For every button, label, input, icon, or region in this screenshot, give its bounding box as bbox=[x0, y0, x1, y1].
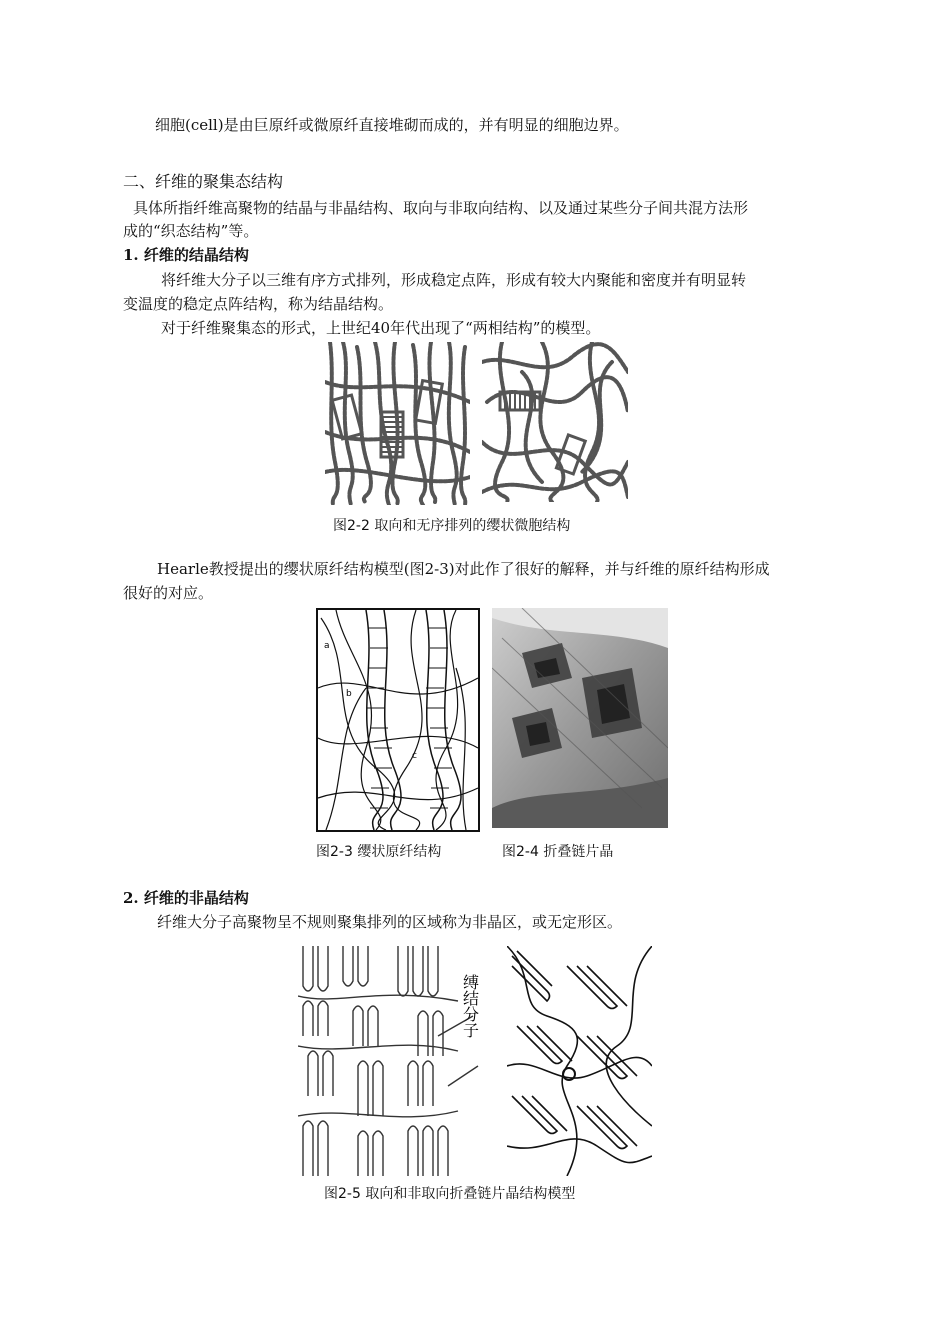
fibril-marker-c: c bbox=[412, 751, 417, 761]
intro-line-2: 成的“织态结构”等。 bbox=[123, 222, 259, 240]
subheading-amorphous: 2. 纤维的非晶结构 bbox=[123, 889, 249, 907]
non-oriented-folded-chain-model bbox=[507, 946, 652, 1176]
intro-line-1: 具体所指纤维高聚物的结晶与非晶结构、取向与非取向结构、以及通过某些分子间共混方法形 bbox=[133, 199, 749, 217]
hearle-line-2: 很好的对应。 bbox=[123, 584, 214, 602]
fringed-micelle-oriented-figure bbox=[325, 342, 470, 505]
figure-caption-2-3: 图2-3 缨状原纤结构 bbox=[316, 844, 442, 860]
crystal-line-1: 将纤维大分子以三维有序方式排列，形成稳定点阵，形成有较大内聚能和密度并有明显转 bbox=[161, 271, 747, 289]
figure-caption-2-4: 图2-4 折叠链片晶 bbox=[502, 844, 614, 860]
crystal-line-2: 变温度的稳定点阵结构，称为结晶结构。 bbox=[123, 295, 394, 313]
section-heading: 二、纤维的聚集态结构 bbox=[123, 172, 284, 191]
fibril-marker-a: a bbox=[324, 641, 330, 651]
tie-molecule-label: 缚结分子 bbox=[460, 974, 480, 1038]
oriented-folded-chain-model bbox=[298, 946, 498, 1176]
figure-caption-2-5: 图2-5 取向和非取向折叠链片晶结构模型 bbox=[324, 1186, 576, 1202]
fringed-micelle-random-figure bbox=[482, 342, 628, 502]
paragraph-cell: 细胞(cell)是由巨原纤或微原纤直接堆砌而成的，并有明显的细胞边界。 bbox=[155, 116, 629, 134]
hearle-line-1: Hearle教授提出的缨状原纤结构模型(图2-3)对此作了很好的解释，并与纤维的原纤结构形成 bbox=[157, 560, 770, 578]
amorphous-paragraph: 纤维大分子高聚物呈不规则聚集排列的区域称为非晶区，或无定形区。 bbox=[157, 913, 623, 931]
subheading-crystal: 1. 纤维的结晶结构 bbox=[123, 246, 249, 264]
fringed-fibril-figure bbox=[316, 608, 480, 832]
fibril-marker-b: b bbox=[346, 689, 352, 699]
figure-caption-2-2: 图2-2 取向和无序排列的缨状微胞结构 bbox=[333, 518, 571, 534]
two-phase-paragraph: 对于纤维聚集态的形式，上世纪40年代出现了“两相结构”的模型。 bbox=[161, 319, 601, 337]
folded-chain-lamella-micrograph bbox=[492, 608, 668, 828]
